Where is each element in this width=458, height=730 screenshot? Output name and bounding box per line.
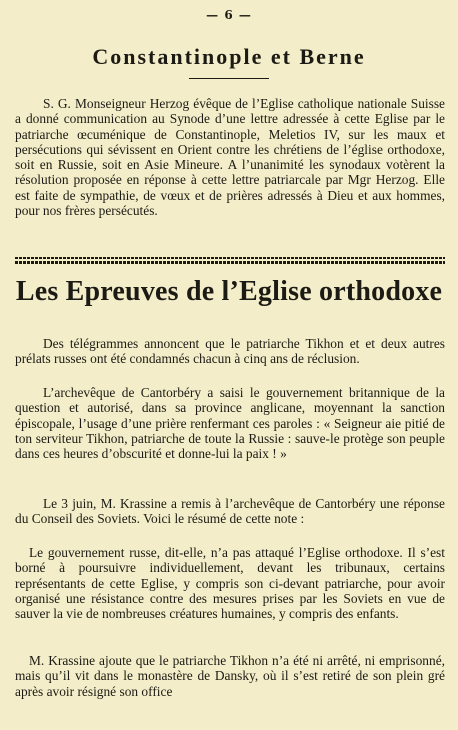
article-paragraph: L’archevêque de Cantorbéry a saisi le gouvernement britannique de la question et autorisé, dans sa province anglicane, moyennant la sanction épiscopale, l’usage d’une prière renfermant ces paroles : « Seigneur aie pitié de ton serviteur Tikhon, patriarche de toute la Russie : sauve-le protège son peuple dans ces heures d’obscurité et donne-lui la paix ! » [15,385,445,462]
article-quote-paragraph: Le gouvernement russe, dit-elle, n’a pas attaqué l’Eglise orthodoxe. Il s’est borné à poursuivre individuellement, devant les tribunaux, certains représentants de cette Eglise, y compris son ci-devant patriarche, pour avoir organisé une résistance contre des mesures prises par les Soviets en vue de sauver la vie de nombreuses créatures humaines, y compris des enfants. [15,545,445,622]
article-title-constantinople: Constantinople et Berne [92,44,366,69]
article-title-epreuves: Les Epreuves de l’Eglise orthodoxe [15,276,443,307]
section-divider [15,257,445,264]
article-paragraph: Le 3 juin, M. Krassine a remis à l’archevêque de Cantorbéry une réponse du Conseil des Soviets. Voici le résumé de cette note : [15,496,445,527]
title-underline [189,78,269,79]
article-paragraph: M. Krassine ajoute que le patriarche Tikhon n’a été ni arrêté, ni emprisonné, mais qu’il vit dans le monastère de Dansky, où il s’est retiré de son plein gré après avoir résigné son office [15,653,445,699]
article-paragraph: S. G. Monseigneur Herzog évêque de l’Eglise catholique nationale Suisse a donné communication au Synode d’une lettre adressée à cette Eglise par le patriarche œcuménique de Constantinople, Meletios IV, sur les maux et persécutions qui sévissent en Orient contre les chrétiens de l’église orthodoxe, soit en Russie, soit en Asie Mineure. A l’unanimité les synodaux votèrent la résolution proposée en réponse à cette lettre patriarcale par Mgr Herzog. Elle est faite de sympathie, de vœux et de prières adressés à Dieu et aux hommes, pour nos frères persécutés. [15,96,445,219]
article-paragraph: Des télégrammes annoncent que le patriarche Tikhon et et deux autres prélats russes ont été condamnés chacun à cinq ans de réclusion. [15,336,445,367]
page-number: — 6 — [206,8,252,22]
